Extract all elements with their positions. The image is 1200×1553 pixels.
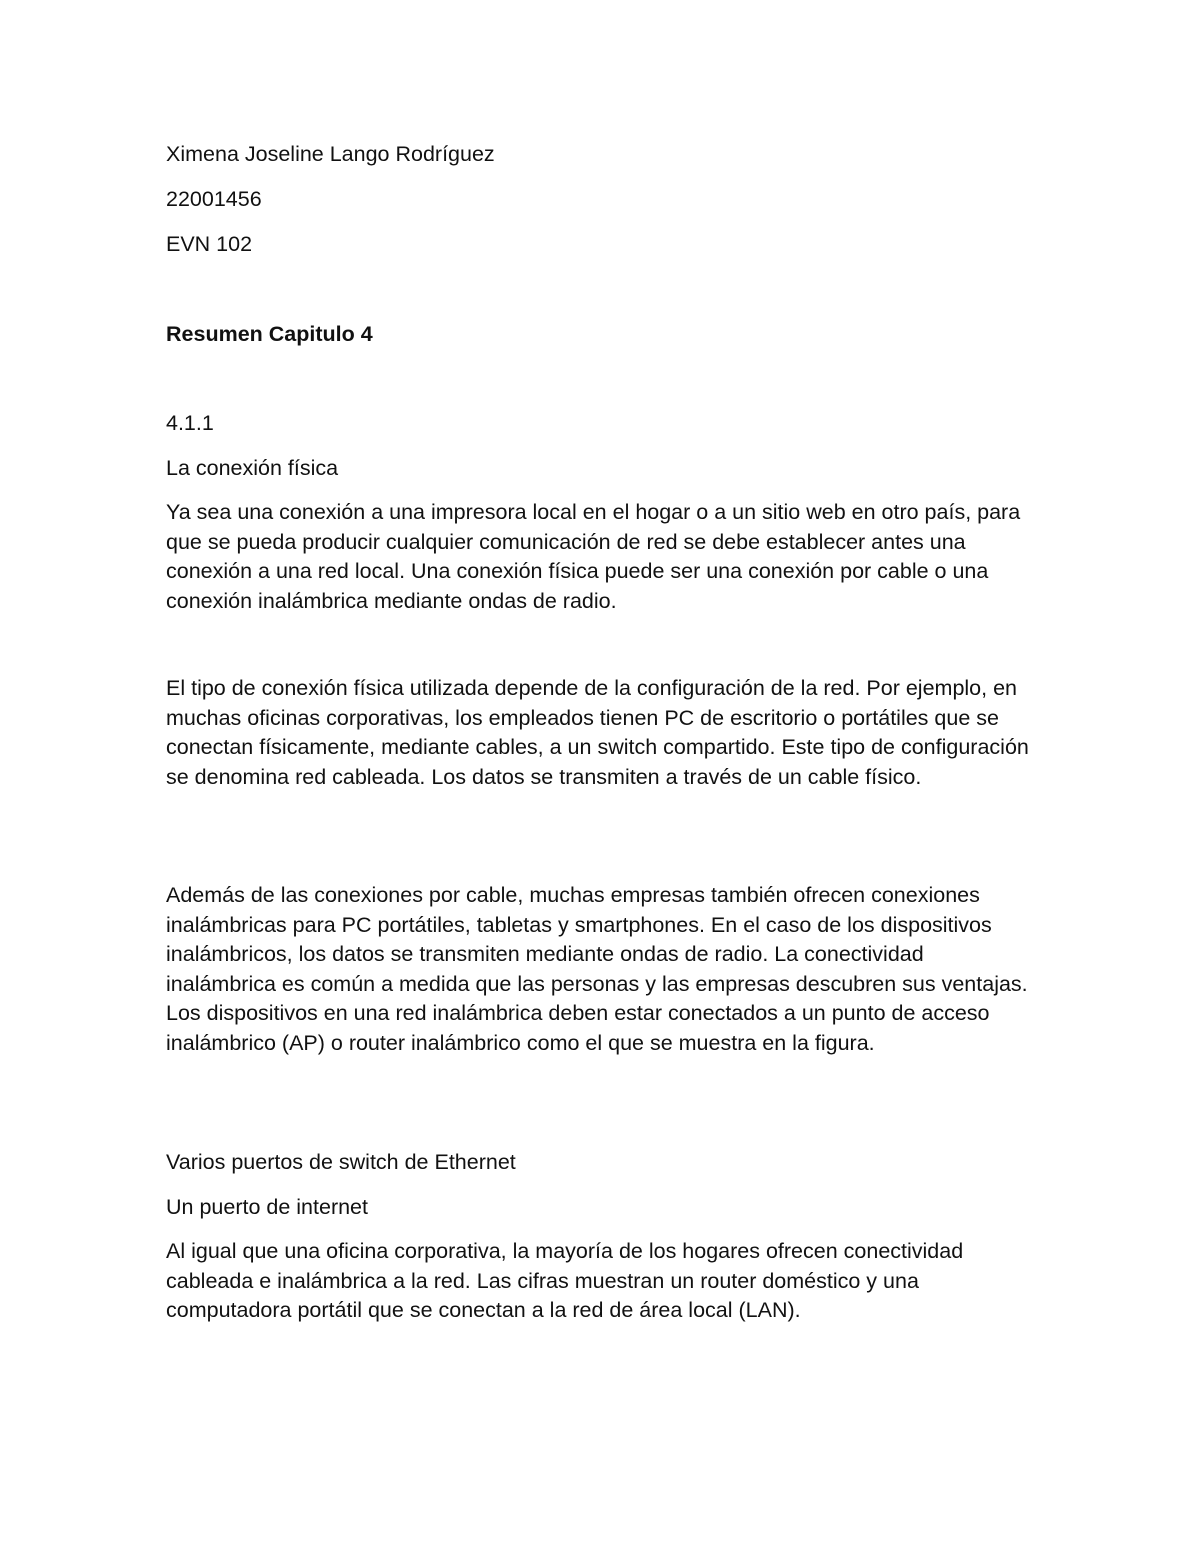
paragraph-3: Además de las conexiones por cable, muchas empresas también ofrecen conexiones inalámbricas para PC portátiles, tabletas y smartphones. En el caso de los dispositivos inalámbricos, los datos se transmiten mediante ondas de radio. La conectividad inalámbrica es común a medida que las personas y las empresas descubren sus ventajas. Los dispositivos en una red inalámbrica deben estar conectados a un punto de acceso inalámbrico (AP) o router inalámbrico como el que se muestra en la figura. xyxy=(166,883,1028,1055)
paragraph-1: Ya sea una conexión a una impresora local en el hogar o a un sitio web en otro país, para que se pueda producir cualquier comunicación de red se debe establecer antes una conexión a una red local. Una conexión física puede ser una conexión por cable o una conexión inalámbrica mediante ondas de radio. xyxy=(166,500,1021,613)
paragraph-2: El tipo de conexión física utilizada depende de la configuración de la red. Por ejemplo, en muchas oficinas corporativas, los empleados tienen PC de escritorio o portátiles que se conectan físicamente, mediante cables, a un switch compartido. Este tipo de configuración se denomina red cableada. Los datos se transmiten a través de un cable físico. xyxy=(166,676,1029,789)
section-number: 4.1.1 xyxy=(166,411,214,435)
document-title: Resumen Capitulo 4 xyxy=(166,322,373,346)
section-title: La conexión física xyxy=(166,456,339,480)
figure-label-internet-port: Un puerto de internet xyxy=(166,1195,368,1219)
author-name: Ximena Joseline Lango Rodríguez xyxy=(166,142,495,166)
student-id: 22001456 xyxy=(166,187,262,211)
figure-label-ethernet-ports: Varios puertos de switch de Ethernet xyxy=(166,1150,516,1174)
course-code: EVN 102 xyxy=(166,232,253,256)
paragraph-4: Al igual que una oficina corporativa, la mayoría de los hogares ofrecen conectividad cableada e inalámbrica a la red. Las cifras muestran un router doméstico y una computadora portátil que se conectan a la red de área local (LAN). xyxy=(166,1239,964,1322)
